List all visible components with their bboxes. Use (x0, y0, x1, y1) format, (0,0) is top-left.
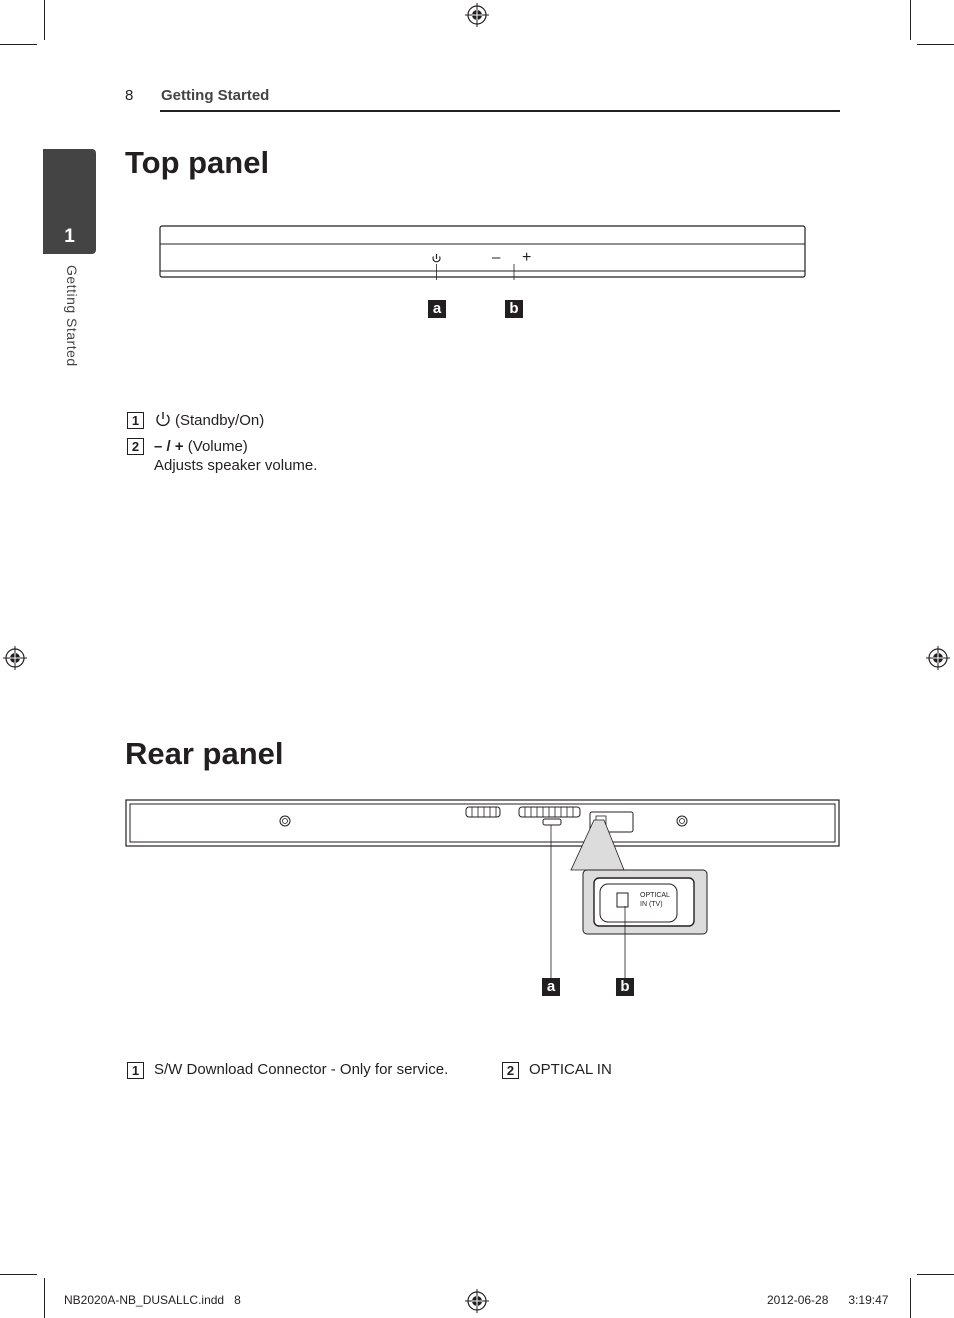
registration-mark-icon (3, 646, 27, 670)
chapter-tab-label: Getting Started (64, 265, 80, 367)
callout-1: a (542, 978, 560, 996)
footer-timestamp: 2012-06-28 3:19:47 (767, 1293, 889, 1307)
registration-mark-icon (926, 646, 950, 670)
crop-mark (910, 1278, 911, 1318)
crop-mark (910, 0, 911, 40)
callout-2: b (505, 300, 523, 318)
footer-file-name: NB2020A-NB_DUSALLC.indd 8 (64, 1293, 241, 1307)
optical-port-label-line1: OPTICAL (640, 892, 670, 899)
legend-label-text: (Volume) (187, 438, 248, 455)
registration-mark-icon (465, 3, 489, 27)
crop-mark (917, 44, 954, 45)
crop-mark (917, 1274, 954, 1275)
rear-panel-illustration (124, 798, 844, 998)
volume-plus-symbol: + (522, 249, 532, 266)
legend-label (154, 438, 248, 455)
crop-mark (0, 44, 37, 45)
legend-number: 1 (127, 412, 144, 429)
legend-number: 2 (127, 438, 144, 455)
callout-2: b (616, 978, 634, 996)
crop-mark (44, 1278, 45, 1318)
rear-panel-title: Rear panel (125, 736, 284, 771)
legend-label: (Standby/On) (175, 412, 265, 429)
optical-port-label-line2: IN (TV) (640, 901, 663, 908)
legend-label-bold: – / + (154, 438, 184, 455)
page-number: 8 (125, 87, 134, 104)
power-icon (154, 410, 172, 428)
legend-number: 1 (127, 1062, 144, 1079)
volume-minus-symbol: – (492, 249, 501, 266)
header-rule (160, 110, 840, 112)
chapter-tab-number: 1 (64, 226, 75, 247)
crop-mark (44, 0, 45, 40)
crop-mark (0, 1274, 37, 1275)
optical-port-label (640, 891, 670, 909)
legend-label: S/W Download Connector - Only for service. (154, 1061, 449, 1078)
legend-description: Adjusts speaker volume. (154, 457, 318, 474)
registration-mark-icon (465, 1289, 489, 1313)
legend-number: 2 (502, 1062, 519, 1079)
top-panel-illustration (158, 224, 808, 280)
top-panel-title: Top panel (125, 145, 270, 180)
section-header: Getting Started (161, 87, 270, 104)
callout-1: a (428, 300, 446, 318)
legend-label: OPTICAL IN (529, 1061, 612, 1078)
